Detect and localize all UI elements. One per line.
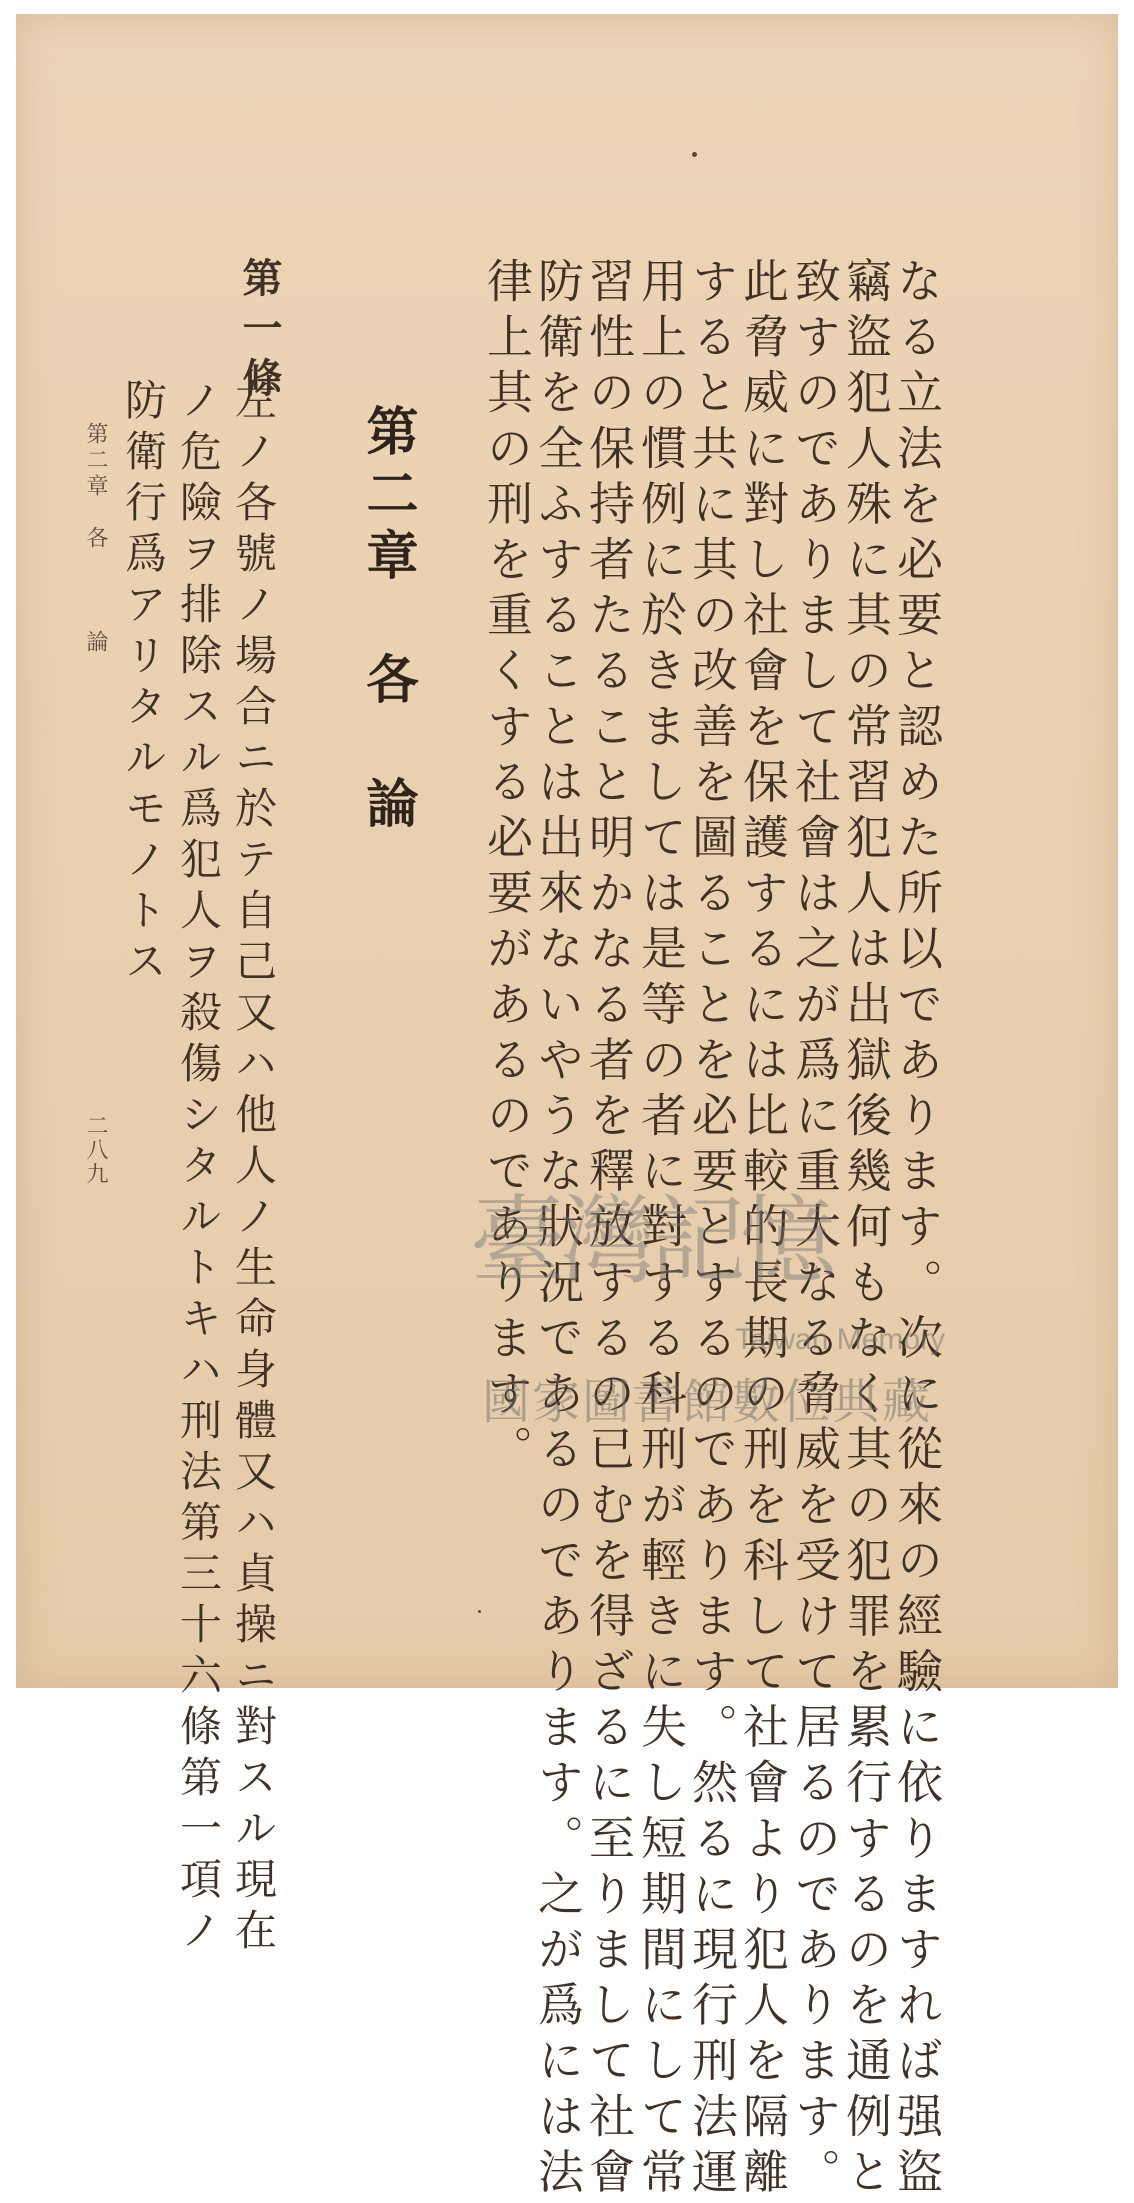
watermark	[470, 1165, 970, 1430]
article-text-column: ノ危險ヲ排除スル爲犯人ヲ殺傷シタルトキハ刑法第三十六條第一項ノ	[174, 378, 223, 1959]
body-text-column: すると共に其の改善を圖ることを必要とするのであります。然るに現行刑法運	[685, 257, 739, 2203]
document-page	[16, 14, 1118, 2203]
chapter-title: 第二章 各 論	[357, 404, 418, 838]
body-text-column: 竊盜犯人殊に其の常習犯人は出獄後幾何もなく其の犯罪を累行するのを通例と	[839, 257, 893, 2203]
page-number: 二八九	[83, 1114, 108, 1186]
watermark-chinese: 國家圖書館數位典藏	[482, 1374, 933, 1430]
watermark-english: Taiwan Memory	[735, 1323, 946, 1356]
paper-speck	[478, 1610, 481, 1613]
article-text-column: 左ノ各號ノ場合ニ於テ自己又ハ他人ノ生命身體又ハ貞操ニ對スル現在	[229, 378, 278, 1959]
body-text-column: 致すのでありまして社會は之が爲に重大なる脅威を受けて居るのであります。	[788, 257, 842, 2203]
body-text-column: 習性の保持者たること明かなる者を釋放するの已むを得ざるに至りまして社會	[582, 257, 636, 2203]
body-text-column: 此脅威に對し社會を保護するには比較的長期の刑を科して社會より犯人を隔離	[736, 257, 790, 2203]
body-text-column: 用上の慣例に於きましては是等の者に對する科刑が輕きに失し短期間にして常	[634, 257, 688, 2203]
body-text-column: なる立法を必要と認めた所以であります。次に從來の經驗に依りますれば强盜	[890, 257, 944, 2203]
paper-speck	[692, 152, 697, 157]
running-head: 第二章 各 論	[83, 422, 108, 656]
article-text-column: 防衛行爲アリタルモノトス	[119, 378, 168, 990]
body-text-column: 防衛を全ふすることは出來ないやうな狀況であるのであります。之が爲には法	[531, 257, 585, 2203]
article-label: 第一條	[236, 257, 283, 407]
watermark-script: 臺灣記憶	[470, 1185, 830, 1297]
body-text-column: 律上其の刑を重くする必要があるのであります。	[480, 257, 534, 1481]
